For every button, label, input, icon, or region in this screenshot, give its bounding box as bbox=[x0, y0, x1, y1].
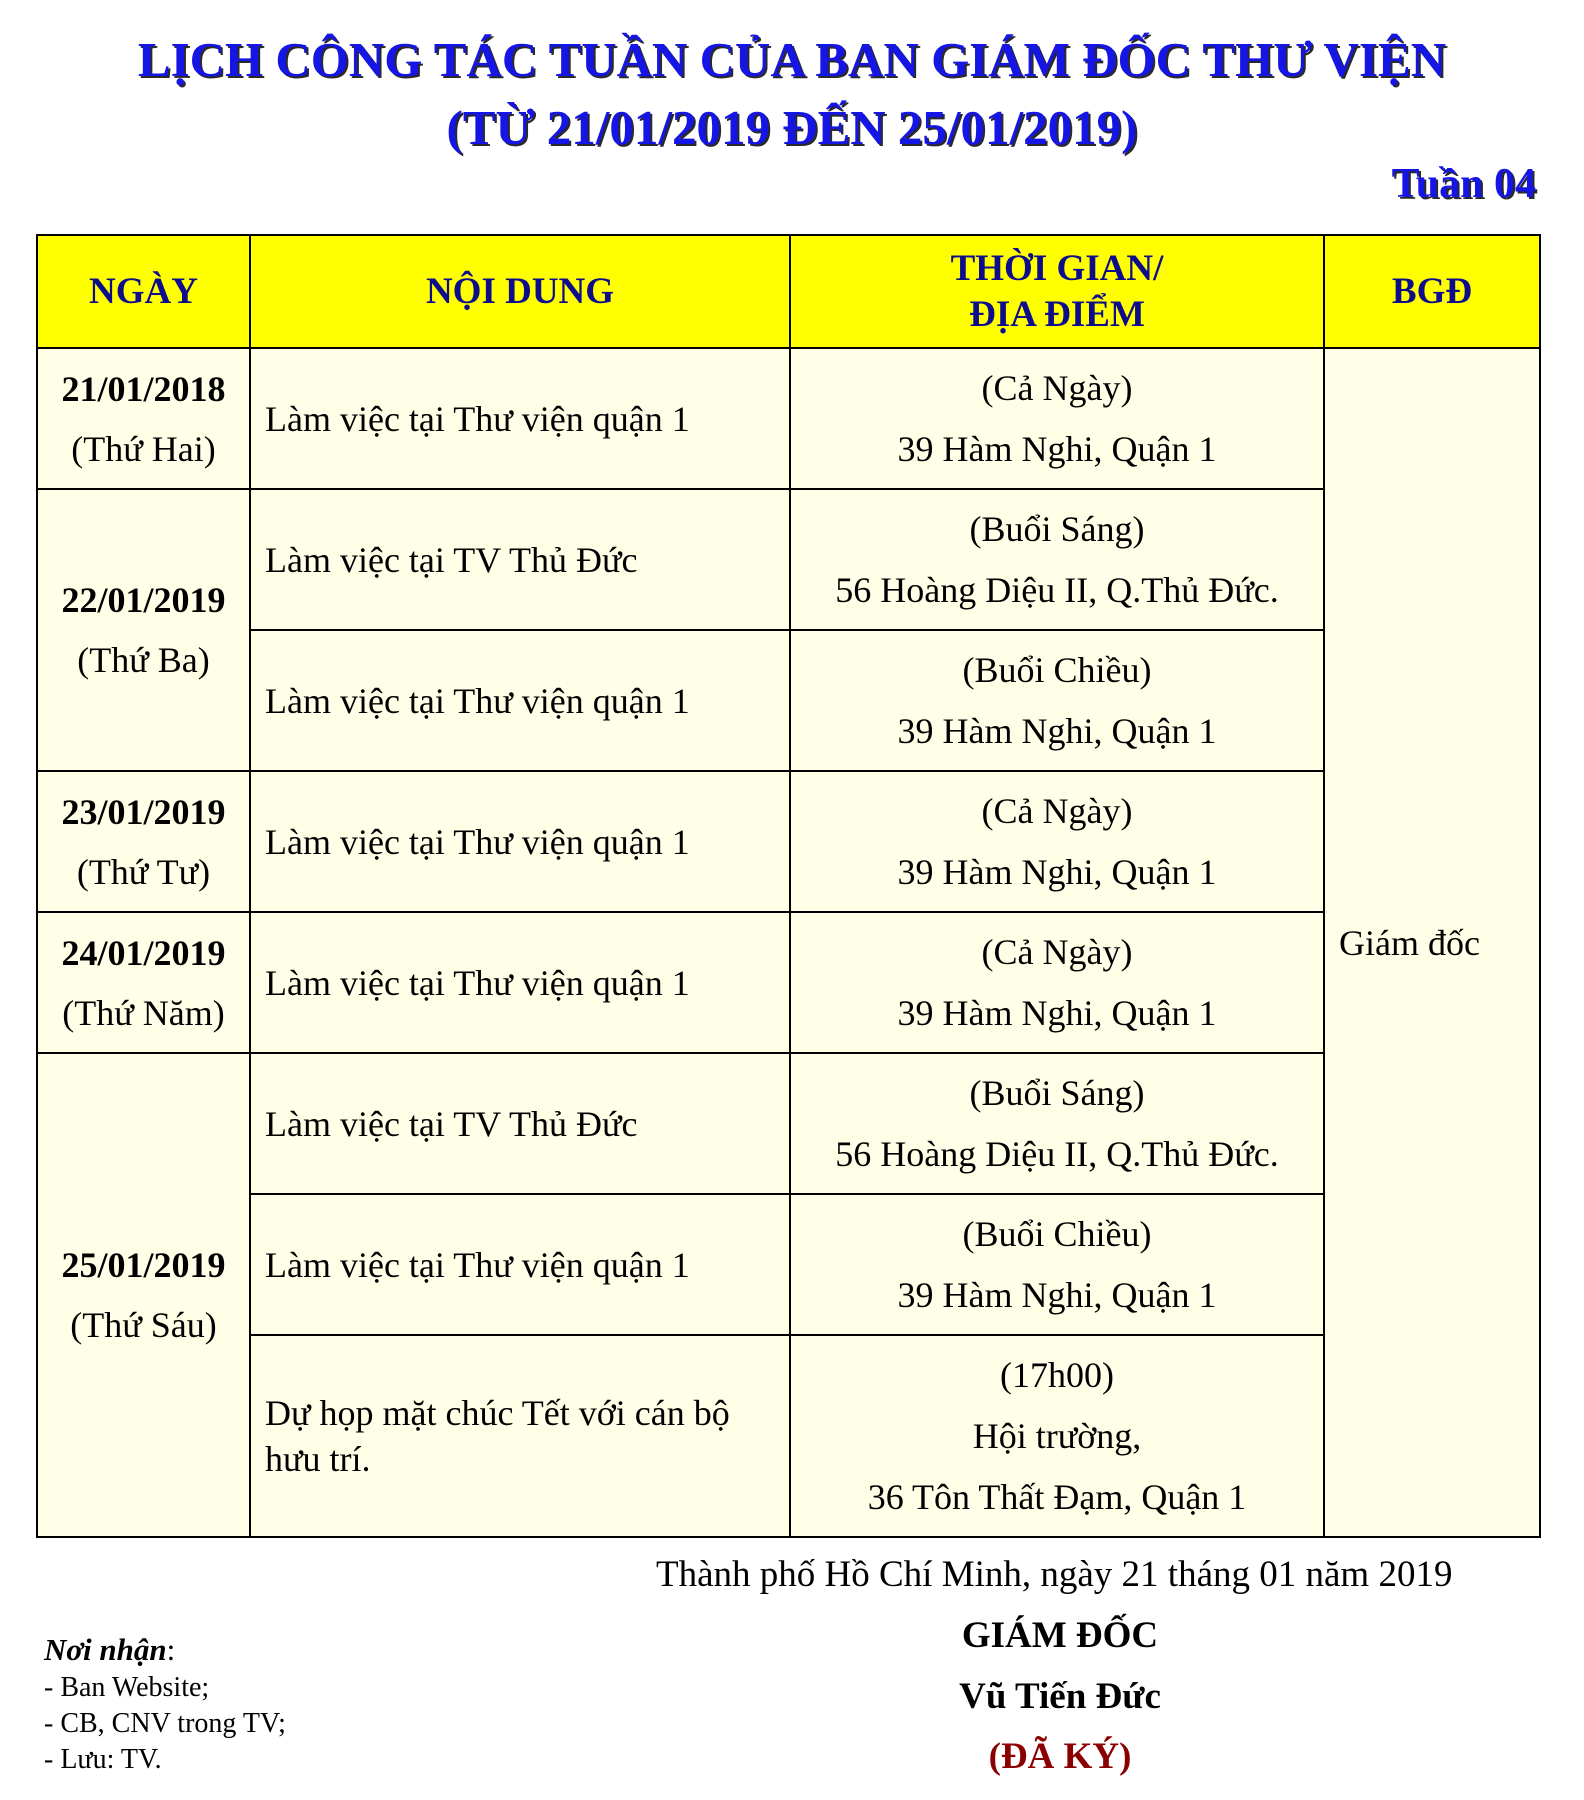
date-range: (TỪ 21/01/2019 ĐẾN 25/01/2019) bbox=[446, 100, 1138, 155]
time-text: (Buổi Chiều) bbox=[962, 649, 1152, 690]
header-time-place bbox=[790, 235, 1324, 348]
place-text: 39 Hàm Nghi, Quận 1 bbox=[897, 992, 1217, 1033]
signature-position: GIÁM ĐỐC bbox=[961, 1615, 1159, 1656]
header-time-label: THỜI GIAN/ bbox=[950, 247, 1164, 289]
day-cell bbox=[37, 348, 250, 489]
table-row bbox=[37, 489, 1540, 630]
day-date: 21/01/2018 bbox=[61, 368, 226, 409]
place-text: 39 Hàm Nghi, Quận 1 bbox=[897, 710, 1217, 751]
day-date: 22/01/2019 bbox=[61, 580, 226, 620]
day-of-week: (Thứ Tư) bbox=[76, 851, 211, 892]
recipient-item: - Ban Website; bbox=[44, 1672, 210, 1703]
table-row bbox=[37, 1194, 1540, 1335]
signed-stamp: (ĐÃ KÝ) bbox=[988, 1736, 1132, 1777]
place-text: Hội trường, bbox=[972, 1415, 1142, 1456]
bgd-cell: Giám đốc bbox=[1324, 348, 1540, 1537]
table-row bbox=[37, 630, 1540, 771]
day-cell bbox=[37, 771, 250, 912]
content-cell: Làm việc tại Thư viện quận 1 bbox=[250, 630, 790, 771]
place-text: 39 Hàm Nghi, Quận 1 bbox=[897, 851, 1217, 892]
time-place-cell bbox=[790, 1335, 1324, 1537]
content-cell: Làm việc tại Thư viện quận 1 bbox=[250, 348, 790, 489]
table-row bbox=[37, 1335, 1540, 1537]
time-text: (Buổi Sáng) bbox=[969, 1072, 1145, 1113]
time-text: (17h00) bbox=[1000, 1354, 1114, 1395]
day-date: 24/01/2019 bbox=[61, 932, 226, 973]
day-of-week: (Thứ Năm) bbox=[62, 992, 225, 1033]
recipients-label bbox=[44, 1632, 175, 1668]
content-cell: Làm việc tại Thư viện quận 1 bbox=[250, 1194, 790, 1335]
document-title: LỊCH CÔNG TÁC TUẦN CỦA BAN GIÁM ĐỐC THƯ VIỆN bbox=[137, 32, 1447, 87]
place-text: 56 Hoàng Diệu II, Q.Thủ Đức. bbox=[835, 569, 1279, 610]
time-text: (Cả Ngày) bbox=[981, 367, 1133, 408]
place-text: 39 Hàm Nghi, Quận 1 bbox=[897, 1274, 1217, 1315]
content-cell: Làm việc tại TV Thủ Đức bbox=[250, 1053, 790, 1194]
time-text: (Cả Ngày) bbox=[981, 790, 1133, 831]
table-row bbox=[37, 1053, 1540, 1194]
schedule-table bbox=[36, 234, 1541, 1538]
table-row bbox=[37, 348, 1540, 489]
signature-place-date: Thành phố Hồ Chí Minh, ngày 21 tháng 01 năm 2019 bbox=[656, 1554, 1453, 1595]
time-place-cell bbox=[790, 348, 1324, 489]
place-text: 56 Hoàng Diệu II, Q.Thủ Đức. bbox=[835, 1133, 1279, 1174]
content-cell: Làm việc tại TV Thủ Đức bbox=[250, 489, 790, 630]
day-date: 25/01/2019 bbox=[61, 1245, 226, 1285]
table-row bbox=[37, 771, 1540, 912]
time-place-cell bbox=[790, 630, 1324, 771]
recipient-item: - Lưu: TV. bbox=[44, 1744, 162, 1775]
time-text: (Buổi Sáng) bbox=[969, 508, 1145, 549]
place-text: 39 Hàm Nghi, Quận 1 bbox=[897, 428, 1217, 469]
content-cell: Làm việc tại Thư viện quận 1 bbox=[250, 771, 790, 912]
day-cell bbox=[37, 912, 250, 1053]
week-number: Tuần 04 bbox=[1391, 161, 1536, 207]
time-place-cell bbox=[790, 1053, 1324, 1194]
recipients-label-text: Nơi nhận bbox=[44, 1632, 167, 1667]
signature-name: Vũ Tiến Đức bbox=[959, 1676, 1161, 1717]
day-cell bbox=[37, 1053, 250, 1537]
day-of-week: (Thứ Hai) bbox=[71, 428, 216, 469]
table-row bbox=[37, 912, 1540, 1053]
time-text: (Buổi Chiều) bbox=[962, 1213, 1152, 1254]
time-place-cell bbox=[790, 1194, 1324, 1335]
time-place-cell bbox=[790, 771, 1324, 912]
place-text-line2: 36 Tôn Thất Đạm, Quận 1 bbox=[867, 1476, 1247, 1517]
header-day: NGÀY bbox=[37, 235, 250, 348]
recipient-item: - CB, CNV trong TV; bbox=[44, 1708, 286, 1739]
time-text: (Cả Ngày) bbox=[981, 931, 1133, 972]
header-content: NỘI DUNG bbox=[250, 235, 790, 348]
time-place-cell bbox=[790, 489, 1324, 630]
day-cell bbox=[37, 489, 250, 771]
table-header-row bbox=[37, 235, 1540, 348]
header-place-label: ĐỊA ĐIỂM bbox=[969, 293, 1145, 335]
day-date: 23/01/2019 bbox=[61, 791, 226, 832]
content-cell: Làm việc tại Thư viện quận 1 bbox=[250, 912, 790, 1053]
day-of-week: (Thứ Ba) bbox=[77, 640, 210, 680]
recipients-label-colon: : bbox=[166, 1632, 176, 1667]
day-of-week: (Thứ Sáu) bbox=[70, 1305, 217, 1345]
content-cell: Dự họp mặt chúc Tết với cán bộ hưu trí. bbox=[250, 1335, 790, 1537]
header-bgd: BGĐ bbox=[1324, 235, 1540, 348]
time-place-cell bbox=[790, 912, 1324, 1053]
